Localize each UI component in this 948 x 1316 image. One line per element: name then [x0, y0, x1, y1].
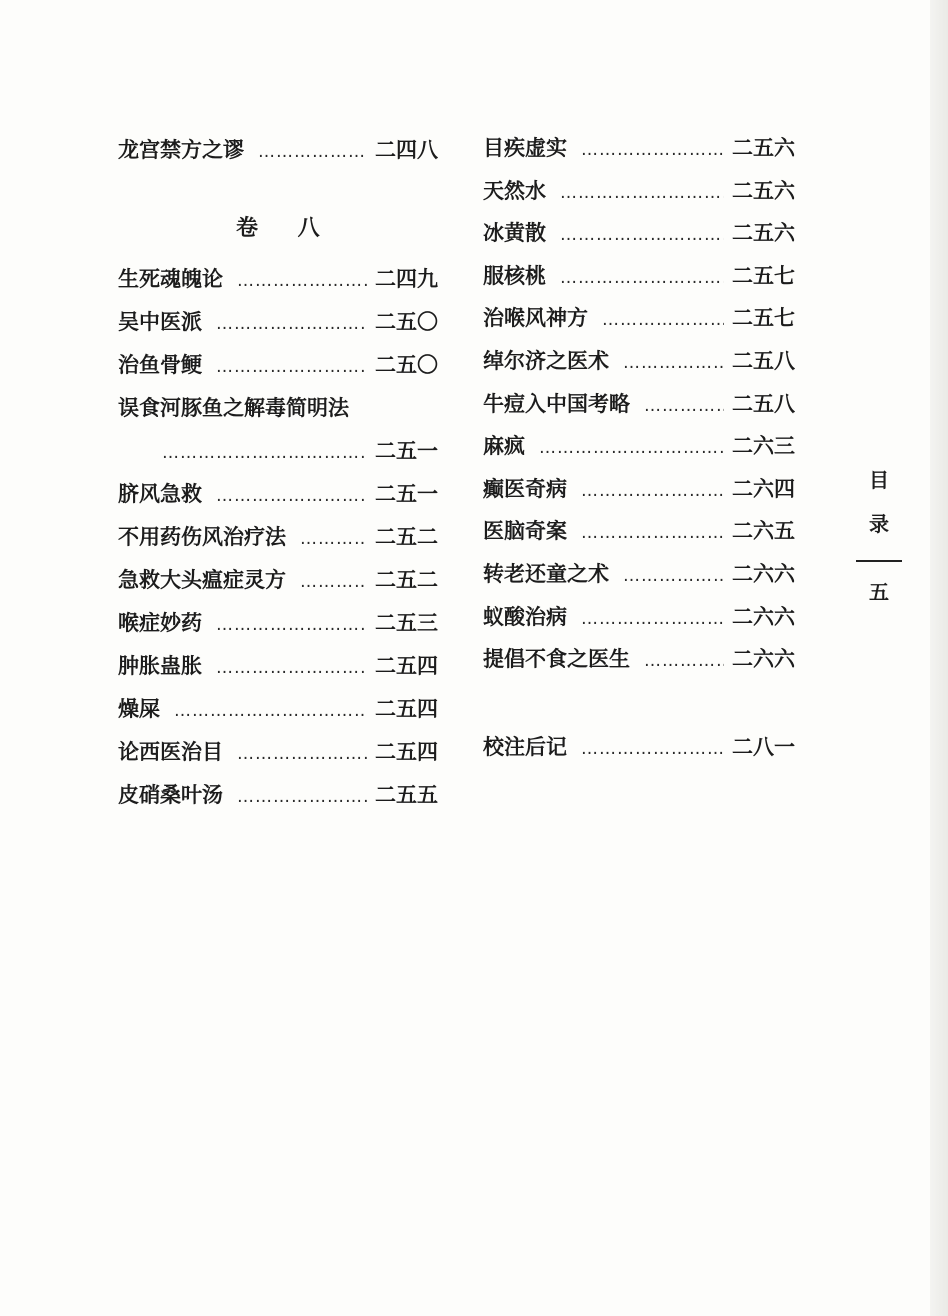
toc-entry[interactable]	[483, 476, 795, 522]
dot-leader	[560, 185, 724, 202]
dot-leader	[581, 483, 724, 500]
toc-entry-page: 二五〇	[375, 310, 438, 334]
toc-entry-page: 二六五	[732, 519, 795, 544]
dot-leader	[216, 488, 367, 505]
dot-leader	[644, 653, 724, 670]
toc-entry-page: 二五四	[375, 697, 438, 721]
dot-leader	[174, 703, 367, 720]
dot-leader	[581, 611, 724, 628]
spacer	[483, 692, 795, 737]
dot-leader	[162, 445, 367, 462]
toc-entry-continuation[interactable]	[118, 441, 438, 484]
dot-leader	[216, 316, 367, 333]
section-heading-text: 卷 八	[236, 215, 336, 241]
toc-entry[interactable]	[118, 355, 438, 398]
toc-entry[interactable]	[483, 308, 795, 351]
toc-entry-title: 提倡不食之医生	[483, 647, 630, 672]
toc-entry-page: 二五一	[375, 439, 438, 463]
toc-entry-page: 二五七	[732, 306, 795, 331]
toc-entry-page: 二六六	[732, 604, 795, 629]
dot-leader	[216, 660, 367, 677]
toc-entry-title: 天然水	[483, 178, 546, 203]
toc-entry-title: 绰尔济之医术	[483, 348, 609, 373]
toc-entry-title: 医脑奇案	[483, 519, 567, 544]
toc-entry[interactable]	[118, 140, 438, 183]
toc-entry[interactable]	[118, 527, 438, 570]
dot-leader	[216, 617, 367, 634]
toc-entry-page: 二六六	[732, 647, 795, 672]
dot-leader	[581, 741, 724, 758]
toc-entry[interactable]	[118, 656, 438, 699]
dot-leader	[216, 359, 367, 376]
toc-entry[interactable]	[483, 734, 795, 780]
toc-entry[interactable]	[483, 178, 795, 224]
toc-entry-title: 论西医治目	[118, 740, 223, 764]
toc-entry[interactable]	[118, 699, 438, 742]
toc-entry-title: 牛痘入中国考略	[483, 391, 630, 416]
toc-entry[interactable]	[483, 436, 795, 479]
dot-leader	[300, 574, 367, 591]
toc-entry-title: 癫医奇病	[483, 476, 567, 501]
dot-leader	[300, 531, 367, 548]
toc-left-column	[118, 140, 438, 828]
toc-entry-title: 吴中医派	[118, 310, 202, 334]
toc-entry-title: 喉症妙药	[118, 611, 202, 635]
toc-entry-title: 肿胀蛊胀	[118, 654, 202, 678]
toc-entry-page: 二五三	[375, 611, 438, 635]
dot-leader	[258, 144, 367, 161]
toc-entry-page: 二八一	[732, 734, 795, 759]
dot-leader	[237, 273, 367, 290]
toc-entry[interactable]	[118, 398, 438, 441]
dot-leader	[623, 568, 724, 585]
toc-entry[interactable]	[483, 561, 795, 607]
dot-leader	[581, 525, 724, 542]
toc-entry-title: 龙宫禁方之谬	[118, 138, 244, 162]
toc-entry[interactable]	[483, 138, 795, 181]
running-head-char: 录	[869, 512, 889, 536]
toc-entry[interactable]	[118, 785, 438, 828]
toc-entry-page: 二五六	[732, 136, 795, 160]
toc-entry-title: 皮硝桑叶汤	[118, 783, 223, 807]
toc-entry[interactable]	[118, 570, 438, 613]
dot-leader	[237, 789, 367, 806]
toc-entry-page: 二五八	[732, 348, 795, 373]
toc-entry-title: 治喉风神方	[483, 306, 588, 331]
dot-leader	[539, 440, 724, 457]
toc-entry-page: 二五七	[732, 263, 795, 288]
toc-entry[interactable]	[483, 223, 795, 266]
toc-entry[interactable]	[483, 604, 795, 650]
toc-entry-title: 不用药伤风治疗法	[118, 525, 286, 549]
toc-entry-page: 二五四	[375, 740, 438, 764]
toc-entry[interactable]	[483, 348, 795, 394]
toc-entry-title: 转老还童之术	[483, 561, 609, 586]
toc-entry[interactable]	[118, 742, 438, 785]
toc-entry-page: 二五四	[375, 654, 438, 678]
toc-entry[interactable]	[118, 312, 438, 355]
dot-leader	[623, 355, 724, 372]
toc-entry[interactable]	[118, 613, 438, 656]
toc-entry[interactable]	[483, 649, 795, 692]
toc-entry-page: 二六六	[732, 561, 795, 586]
toc-entry-title: 冰黄散	[483, 221, 546, 246]
running-head-char: 目	[869, 468, 889, 492]
toc-entry-page: 二五二	[375, 568, 438, 592]
toc-entry[interactable]	[483, 391, 795, 437]
page-number: 五	[869, 580, 889, 604]
dot-leader	[560, 227, 724, 244]
page-edge-shadow	[930, 0, 948, 1316]
toc-entry-title: 麻疯	[483, 434, 525, 459]
running-head	[858, 462, 900, 618]
toc-entry-page: 二六四	[732, 476, 795, 501]
toc-entry-title: 脐风急救	[118, 482, 202, 506]
toc-entry-title: 急救大头瘟症灵方	[118, 568, 286, 592]
running-head-rule	[856, 560, 902, 562]
toc-entry-page: 二五六	[732, 178, 795, 203]
section-heading	[118, 183, 438, 269]
dot-leader	[581, 142, 724, 159]
toc-entry[interactable]	[118, 269, 438, 312]
toc-entry-page: 二五六	[732, 221, 795, 246]
toc-entry[interactable]	[118, 484, 438, 527]
toc-entry-title: 燥屎	[118, 697, 160, 721]
dot-leader	[602, 312, 724, 329]
dot-leader	[237, 746, 367, 763]
toc-entry-page: 二五二	[375, 525, 438, 549]
toc-entry-page: 二四九	[375, 267, 438, 291]
toc-entry-page: 二五〇	[375, 353, 438, 377]
toc-entry-page: 二五八	[732, 391, 795, 416]
toc-right-column	[483, 138, 795, 779]
toc-entry[interactable]	[483, 521, 795, 564]
toc-entry-page: 二四八	[375, 138, 438, 162]
toc-entry-title: 生死魂魄论	[118, 267, 223, 291]
toc-entry-title: 蚁酸治病	[483, 604, 567, 629]
toc-entry-title: 服核桃	[483, 263, 546, 288]
dot-leader	[644, 398, 724, 415]
dot-leader	[560, 270, 724, 287]
toc-entry[interactable]	[483, 263, 795, 309]
toc-entry-title: 目疾虚实	[483, 136, 567, 160]
toc-entry-page: 二五五	[375, 783, 438, 807]
toc-entry-page: 二六三	[732, 434, 795, 459]
toc-entry-title: 治鱼骨鲠	[118, 353, 202, 377]
toc-entry-title: 误食河豚鱼之解毒简明法	[118, 396, 349, 420]
toc-entry-page: 二五一	[375, 482, 438, 506]
toc-entry-title: 校注后记	[483, 734, 567, 759]
